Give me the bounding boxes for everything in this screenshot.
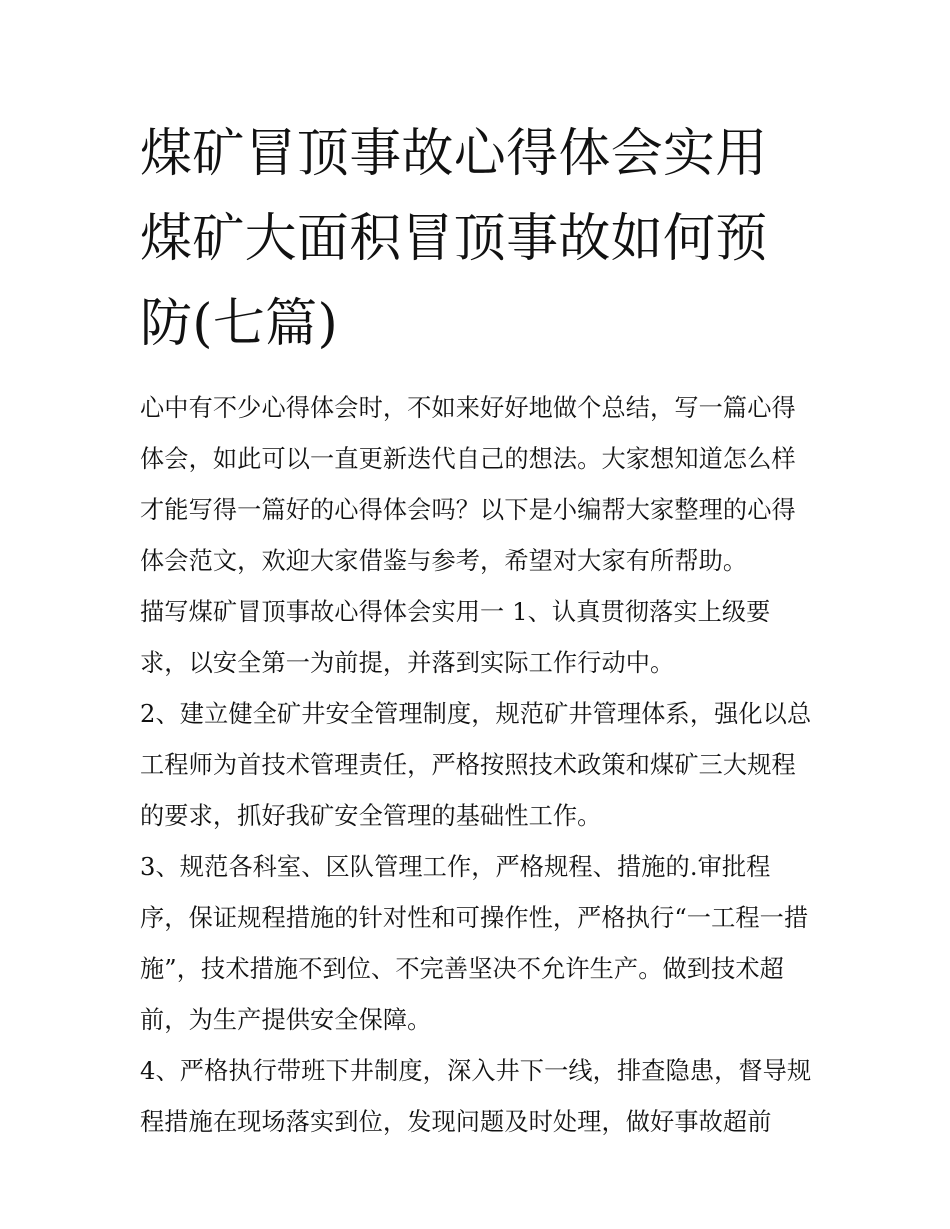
paragraph-item-1: 描写煤矿冒顶事故心得体会实用一 1、认真贯彻落实上级要求，以安全第一为前提，并落到实际工作行动中。: [140, 598, 771, 677]
document-content: [140, 112, 812, 1148]
paragraph-item-2: 2、建立健全矿井安全管理制度，规范矿井管理体系，强化以总工程师为首技术管理责任，严格按照技术政策和煤矿三大规程的要求，抓好我矿安全管理的基础性工作。: [140, 700, 812, 830]
paragraph-intro: 心中有不少心得体会时，不如来好好地做个总结，写一篇心得体会，如此可以一直更新迭代自己的想法。大家想知道怎么样才能写得一篇好的心得体会吗？以下是小编帮大家整理的心得体会范文，欢迎大家借鉴与参考，希望对大家有所帮助。: [140, 394, 796, 575]
paragraph-item-3: 3、规范各科室、区队管理工作，严格规程、措施的.审批程序，保证规程措施的针对性和可操作性，严格执行“一工程一措施”，技术措施不到位、不完善坚决不允许生产。做到技术超前，为生产提供安全保障。: [140, 853, 809, 1034]
document-body: [140, 383, 812, 1148]
document-title: 煤矿冒顶事故心得体会实用 煤矿大面积冒顶事故如何预防(七篇): [140, 124, 768, 354]
paragraph-item-4: 4、严格执行带班下井制度，深入井下一线，排查隐患，督导规程措施在现场落实到位，发现问题及时处理，做好事故超前: [140, 1057, 812, 1136]
